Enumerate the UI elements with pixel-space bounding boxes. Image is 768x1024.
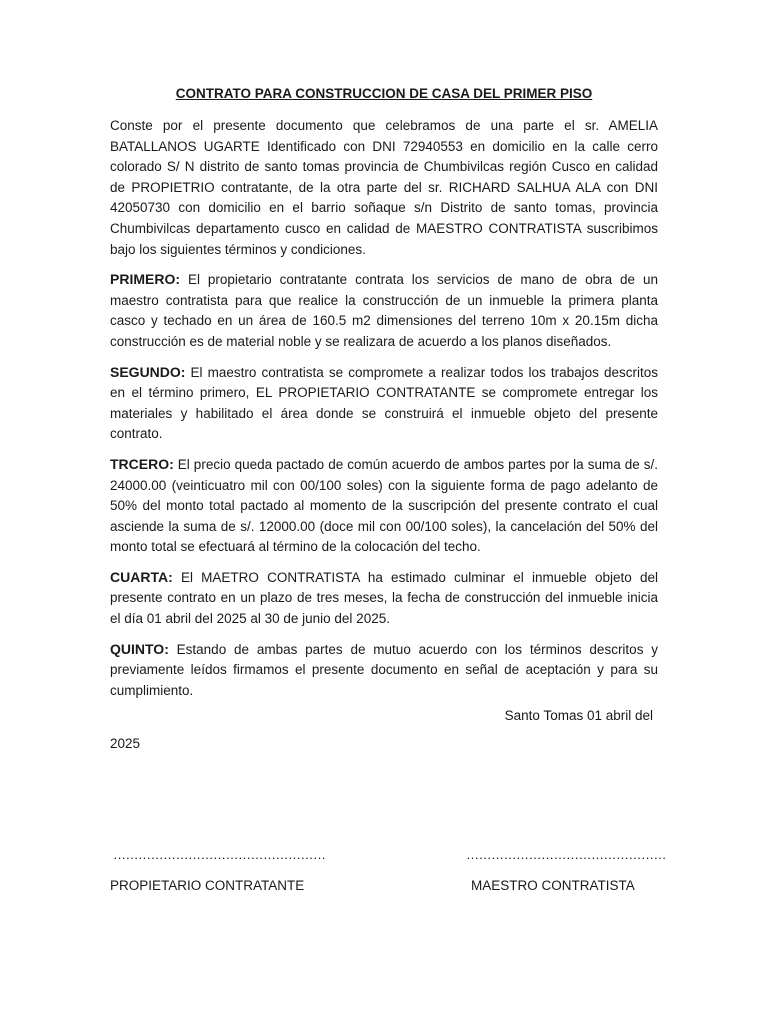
clause-text: El precio queda pactado de común acuerdo de ambos partes por la suma de s/. 24000.00 (veinticuatro mil con 00/100 soles) con la siguiente forma de pago adelanto de 50% del monto total pactado al momento de la suscripción del presente contrato el cual asciende la suma de s/. 12000.00 (doce mil con 00/100 soles), la cancelación del 50% del monto total se efectuará al término de la colocación del techo. bbox=[110, 456, 658, 555]
clause-quinto bbox=[110, 639, 658, 702]
signature-label-owner: PROPIETARIO CONTRATANTE bbox=[110, 878, 305, 893]
signature-line-owner: …………………………………………… bbox=[113, 847, 326, 862]
document-body bbox=[110, 116, 658, 710]
clause-heading: SEGUNDO: bbox=[110, 363, 186, 380]
signature-line-contractor: ………………………………………… bbox=[466, 847, 666, 862]
clause-text: El MAETRO CONTRATISTA ha estimado culminar el inmueble objeto del presente contrato en un plazo de tres meses, la fecha de construcción del inmueble inicia el día 01 abril del 2025 al 30 de junio del 2025. bbox=[110, 569, 658, 627]
clause-text: El propietario contratante contrata los servicios de mano de obra de un maestro contratista para que realice la construcción de un inmueble la primera planta casco y techado en un área de 160.5 m2 dimensiones del terreno 10m x 20.15m dicha construcción es de material noble y se realizara de acuerdo a los planos diseñados. bbox=[110, 272, 658, 349]
clause-primero bbox=[110, 269, 658, 352]
clause-heading: CUARTA: bbox=[110, 568, 173, 585]
place-date-line2: 2025 bbox=[110, 736, 141, 751]
clause-cuarta bbox=[110, 567, 658, 630]
clause-tercero bbox=[110, 454, 658, 558]
place-date-line1: Santo Tomas 01 abril del bbox=[504, 708, 653, 723]
signature-label-contractor: MAESTRO CONTRATISTA bbox=[471, 878, 635, 893]
clause-heading: QUINTO: bbox=[110, 640, 169, 657]
clause-text: El maestro contratista se compromete a realizar todos los trabajos descritos en el término primero, EL PROPIETARIO CONTRATANTE se compromete entregar los materiales y habilitado el área donde se construirá el inmueble objeto del presente contrato. bbox=[110, 364, 658, 442]
clause-heading: TRCERO: bbox=[110, 455, 174, 472]
clause-segundo bbox=[110, 362, 658, 445]
clause-heading: PRIMERO: bbox=[110, 271, 180, 288]
place-date bbox=[110, 705, 658, 755]
clause-text: Estando de ambas partes de mutuo acuerdo con los términos descritos y previamente leídos firmamos el presente documento en señal de aceptación y para su cumplimiento. bbox=[110, 641, 658, 698]
document-title: CONTRATO PARA CONSTRUCCION DE CASA DEL PRIMER PISO bbox=[175, 86, 593, 101]
intro-paragraph: Conste por el presente documento que celebramos de una parte el sr. AMELIA BATALLANOS UGARTE Identificado con DNI 72940553 en domicilio en la calle cerro colorado S/ N distrito de santo tomas provincia de Chumbivilcas región Cusco en calidad de PROPIETRIO contratante, de la otra parte del sr. RICHARD SALHUA ALA con DNI 42050730 con domicilio en el barrio soñaque s/n Distrito de santo tomas, provincia Chumbivilcas departamento cusco en calidad de MAESTRO CONTRATISTA suscribimos bajo los siguientes términos y condiciones. bbox=[110, 118, 658, 257]
